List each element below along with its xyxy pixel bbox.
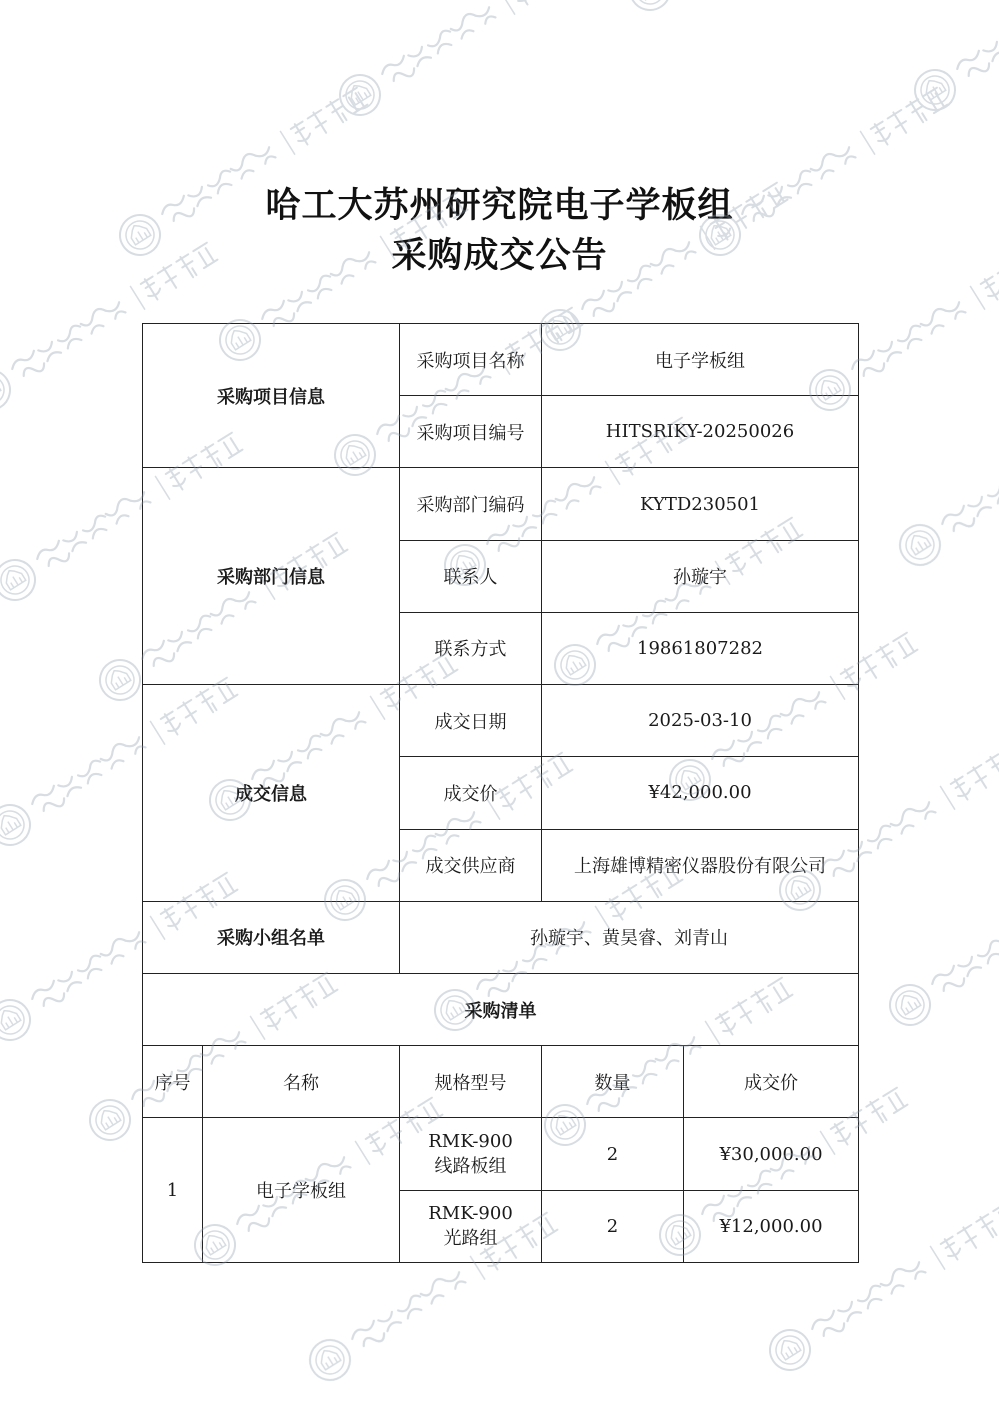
- dept-info-section-label: 采购部门信息: [143, 468, 400, 685]
- deal-date-value: 2025-03-10: [542, 685, 859, 757]
- list-item-price: ¥30,000.00: [684, 1118, 859, 1190]
- list-item-name: 电子学板组: [203, 1118, 400, 1263]
- list-item-model: [400, 1118, 542, 1190]
- model-code: RMK-900: [428, 1203, 513, 1225]
- contact-value: 孙璇宇: [542, 540, 859, 612]
- group-members-value: 孙璇宇、黄昊睿、刘青山: [400, 901, 859, 973]
- list-item-price: ¥12,000.00: [684, 1190, 859, 1262]
- phone-label: 联系方式: [400, 612, 542, 684]
- contact-label: 联系人: [400, 540, 542, 612]
- list-item-qty: 2: [542, 1118, 684, 1190]
- list-item-qty: 2: [542, 1190, 684, 1262]
- list-item-index: 1: [143, 1118, 203, 1263]
- dept-code-value: KYTD230501: [542, 468, 859, 540]
- phone-value: 19861807282: [542, 612, 859, 684]
- announcement-table: [142, 323, 859, 1263]
- page-title: 哈工大苏州研究院电子学板组: [265, 186, 734, 226]
- project-name-label: 采购项目名称: [400, 324, 542, 396]
- list-header-name: 名称: [203, 1046, 400, 1118]
- project-name-value: 电子学板组: [542, 324, 859, 396]
- list-header-index: 序号: [143, 1046, 203, 1118]
- deal-info-section-label: 成交信息: [143, 685, 400, 902]
- model-desc: 光路组: [443, 1228, 498, 1250]
- group-section-label: 采购小组名单: [143, 901, 400, 973]
- page-subtitle: 采购成交公告: [391, 236, 608, 276]
- list-section-label: 采购清单: [143, 973, 859, 1045]
- supplier-value: 上海雄博精密仪器股份有限公司: [542, 829, 859, 901]
- model-code: RMK-900: [428, 1131, 513, 1153]
- list-header-model: 规格型号: [400, 1046, 542, 1118]
- list-header-price: 成交价: [684, 1046, 859, 1118]
- deal-price-value: ¥42,000.00: [542, 757, 859, 829]
- model-desc: 线路板组: [434, 1156, 507, 1178]
- project-number-label: 采购项目编号: [400, 396, 542, 468]
- project-info-section-label: 采购项目信息: [143, 324, 400, 468]
- list-item-model: [400, 1190, 542, 1262]
- dept-code-label: 采购部门编码: [400, 468, 542, 540]
- supplier-label: 成交供应商: [400, 829, 542, 901]
- deal-date-label: 成交日期: [400, 685, 542, 757]
- list-header-qty: 数量: [542, 1046, 684, 1118]
- project-number-value: HITSRIKY-20250026: [542, 396, 859, 468]
- deal-price-label: 成交价: [400, 757, 542, 829]
